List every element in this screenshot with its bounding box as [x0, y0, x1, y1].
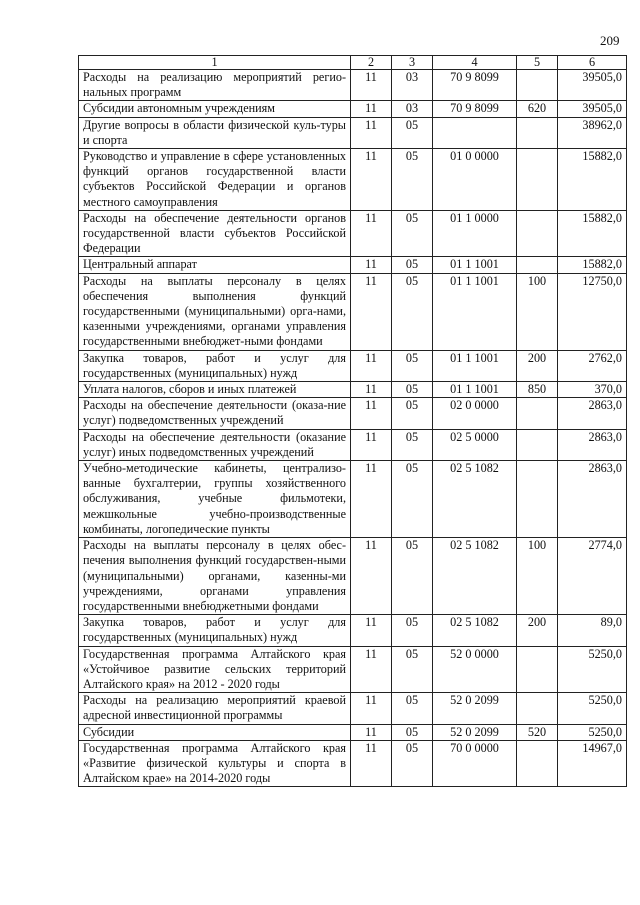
item-name-cell: Субсидии автономным учреждениям [79, 101, 351, 117]
expense-type-cell [517, 429, 558, 460]
expense-type-cell [517, 257, 558, 273]
section-cell: 11 [351, 101, 392, 117]
page-number: 209 [600, 33, 620, 48]
item-name-cell: Закупка товаров, работ и услуг для государственных (муниципальных) нужд [79, 615, 351, 646]
expense-type-cell [517, 70, 558, 101]
amount-cell: 15882,0 [558, 210, 627, 257]
amount-cell: 5250,0 [558, 646, 627, 693]
table-row [79, 70, 627, 101]
budget-table [78, 55, 627, 787]
section-cell: 11 [351, 70, 392, 101]
header-cell: 1 [79, 56, 351, 70]
item-name-cell: Руководство и управление в сфере установленных функций органов государственной власти субъектов Российской Федерации и органов местного самоуправления [79, 149, 351, 211]
expense-type-cell [517, 646, 558, 693]
amount-cell: 2762,0 [558, 350, 627, 381]
amount-cell: 15882,0 [558, 257, 627, 273]
table-row [79, 740, 627, 787]
target-article-cell: 01 1 1001 [433, 273, 517, 350]
subsection-cell: 05 [392, 273, 433, 350]
amount-cell: 89,0 [558, 615, 627, 646]
item-name-cell: Закупка товаров, работ и услуг для государственных (муниципальных) нужд [79, 350, 351, 381]
item-name-cell: Расходы на выплаты персоналу в целях обеспечения выполнения функций государственными (муниципальными) орга-нами, казенными учреждениями, органами управления государственными внебюджет-ными фондами [79, 273, 351, 350]
table-row [79, 117, 627, 148]
target-article-cell: 70 0 0000 [433, 740, 517, 787]
item-name-cell: Расходы на обеспечение деятельности органов государственной власти субъектов Российской Федерации [79, 210, 351, 257]
header-cell: 5 [517, 56, 558, 70]
item-name-cell: Расходы на выплаты персоналу в целях обес-печения выполнения функций государствен-ными (муниципальными) органами, казенны-ми учреждениями, органами управления государственными внебюджетными фондами [79, 538, 351, 615]
amount-cell: 14967,0 [558, 740, 627, 787]
item-name-cell: Расходы на реализацию мероприятий регио-нальных программ [79, 70, 351, 101]
table-row [79, 461, 627, 538]
expense-type-cell [517, 693, 558, 724]
amount-cell: 38962,0 [558, 117, 627, 148]
subsection-cell: 05 [392, 461, 433, 538]
table-row [79, 615, 627, 646]
amount-cell: 2863,0 [558, 461, 627, 538]
target-article-cell: 01 1 0000 [433, 210, 517, 257]
section-cell: 11 [351, 693, 392, 724]
section-cell: 11 [351, 615, 392, 646]
section-cell: 11 [351, 646, 392, 693]
target-article-cell: 70 9 8099 [433, 70, 517, 101]
table-row [79, 257, 627, 273]
section-cell: 11 [351, 350, 392, 381]
item-name-cell: Расходы на обеспечение деятельности (оказание услуг) иных подведомственных учреждений [79, 429, 351, 460]
subsection-cell: 05 [392, 350, 433, 381]
table-row [79, 646, 627, 693]
table-row [79, 350, 627, 381]
table-row [79, 101, 627, 117]
item-name-cell: Центральный аппарат [79, 257, 351, 273]
table-row [79, 538, 627, 615]
target-article-cell: 02 5 1082 [433, 538, 517, 615]
subsection-cell: 05 [392, 382, 433, 398]
section-cell: 11 [351, 398, 392, 429]
target-article-cell: 52 0 2099 [433, 693, 517, 724]
subsection-cell: 05 [392, 149, 433, 211]
subsection-cell: 05 [392, 257, 433, 273]
amount-cell: 39505,0 [558, 70, 627, 101]
subsection-cell: 05 [392, 646, 433, 693]
section-cell: 11 [351, 538, 392, 615]
expense-type-cell: 850 [517, 382, 558, 398]
target-article-cell: 52 0 0000 [433, 646, 517, 693]
expense-type-cell [517, 210, 558, 257]
expense-type-cell: 200 [517, 350, 558, 381]
amount-cell: 2863,0 [558, 429, 627, 460]
amount-cell: 12750,0 [558, 273, 627, 350]
section-cell: 11 [351, 461, 392, 538]
target-article-cell: 02 5 1082 [433, 461, 517, 538]
expense-type-cell [517, 149, 558, 211]
amount-cell: 2774,0 [558, 538, 627, 615]
header-cell: 6 [558, 56, 627, 70]
expense-type-cell [517, 740, 558, 787]
expense-type-cell: 100 [517, 273, 558, 350]
item-name-cell: Государственная программа Алтайского края «Развитие физической культуры и спорта в Алтайском крае» на 2014-2020 годы [79, 740, 351, 787]
subsection-cell: 05 [392, 117, 433, 148]
item-name-cell: Уплата налогов, сборов и иных платежей [79, 382, 351, 398]
table-row [79, 210, 627, 257]
target-article-cell: 01 1 1001 [433, 350, 517, 381]
subsection-cell: 03 [392, 101, 433, 117]
subsection-cell: 05 [392, 429, 433, 460]
header-cell: 2 [351, 56, 392, 70]
section-cell: 11 [351, 382, 392, 398]
amount-cell: 15882,0 [558, 149, 627, 211]
item-name-cell: Расходы на реализацию мероприятий краевой адресной инвестиционной программы [79, 693, 351, 724]
item-name-cell: Государственная программа Алтайского края «Устойчивое развитие сельских территорий Алтайского края» на 2012 - 2020 годы [79, 646, 351, 693]
expense-type-cell: 200 [517, 615, 558, 646]
section-cell: 11 [351, 429, 392, 460]
subsection-cell: 05 [392, 538, 433, 615]
target-article-cell: 02 5 1082 [433, 615, 517, 646]
target-article-cell: 01 0 0000 [433, 149, 517, 211]
subsection-cell: 05 [392, 210, 433, 257]
target-article-cell [433, 117, 517, 148]
section-cell: 11 [351, 210, 392, 257]
table-header-row [79, 56, 627, 70]
table-row [79, 273, 627, 350]
target-article-cell: 02 5 0000 [433, 429, 517, 460]
amount-cell: 370,0 [558, 382, 627, 398]
subsection-cell: 05 [392, 724, 433, 740]
target-article-cell: 02 0 0000 [433, 398, 517, 429]
section-cell: 11 [351, 257, 392, 273]
amount-cell: 5250,0 [558, 724, 627, 740]
expense-type-cell: 520 [517, 724, 558, 740]
table-row [79, 724, 627, 740]
expense-type-cell [517, 117, 558, 148]
amount-cell: 39505,0 [558, 101, 627, 117]
item-name-cell: Учебно-методические кабинеты, централизо-ванные бухгалтерии, группы хозяйственного обслуживания, учебные фильмотеки, межшкольные учебно-производственные комбинаты, логопедические пункты [79, 461, 351, 538]
table-row [79, 382, 627, 398]
table-row [79, 693, 627, 724]
table-row [79, 398, 627, 429]
section-cell: 11 [351, 149, 392, 211]
amount-cell: 5250,0 [558, 693, 627, 724]
header-cell: 3 [392, 56, 433, 70]
subsection-cell: 03 [392, 70, 433, 101]
header-cell: 4 [433, 56, 517, 70]
section-cell: 11 [351, 724, 392, 740]
section-cell: 11 [351, 117, 392, 148]
expense-type-cell: 620 [517, 101, 558, 117]
target-article-cell: 52 0 2099 [433, 724, 517, 740]
expense-type-cell [517, 461, 558, 538]
section-cell: 11 [351, 740, 392, 787]
subsection-cell: 05 [392, 615, 433, 646]
item-name-cell: Расходы на обеспечение деятельности (оказа-ние услуг) подведомственных учреждений [79, 398, 351, 429]
target-article-cell: 70 9 8099 [433, 101, 517, 117]
subsection-cell: 05 [392, 693, 433, 724]
table-row [79, 429, 627, 460]
target-article-cell: 01 1 1001 [433, 382, 517, 398]
target-article-cell: 01 1 1001 [433, 257, 517, 273]
table-row [79, 149, 627, 211]
expense-type-cell: 100 [517, 538, 558, 615]
subsection-cell: 05 [392, 740, 433, 787]
amount-cell: 2863,0 [558, 398, 627, 429]
item-name-cell: Другие вопросы в области физической куль-туры и спорта [79, 117, 351, 148]
subsection-cell: 05 [392, 398, 433, 429]
expense-type-cell [517, 398, 558, 429]
item-name-cell: Субсидии [79, 724, 351, 740]
section-cell: 11 [351, 273, 392, 350]
